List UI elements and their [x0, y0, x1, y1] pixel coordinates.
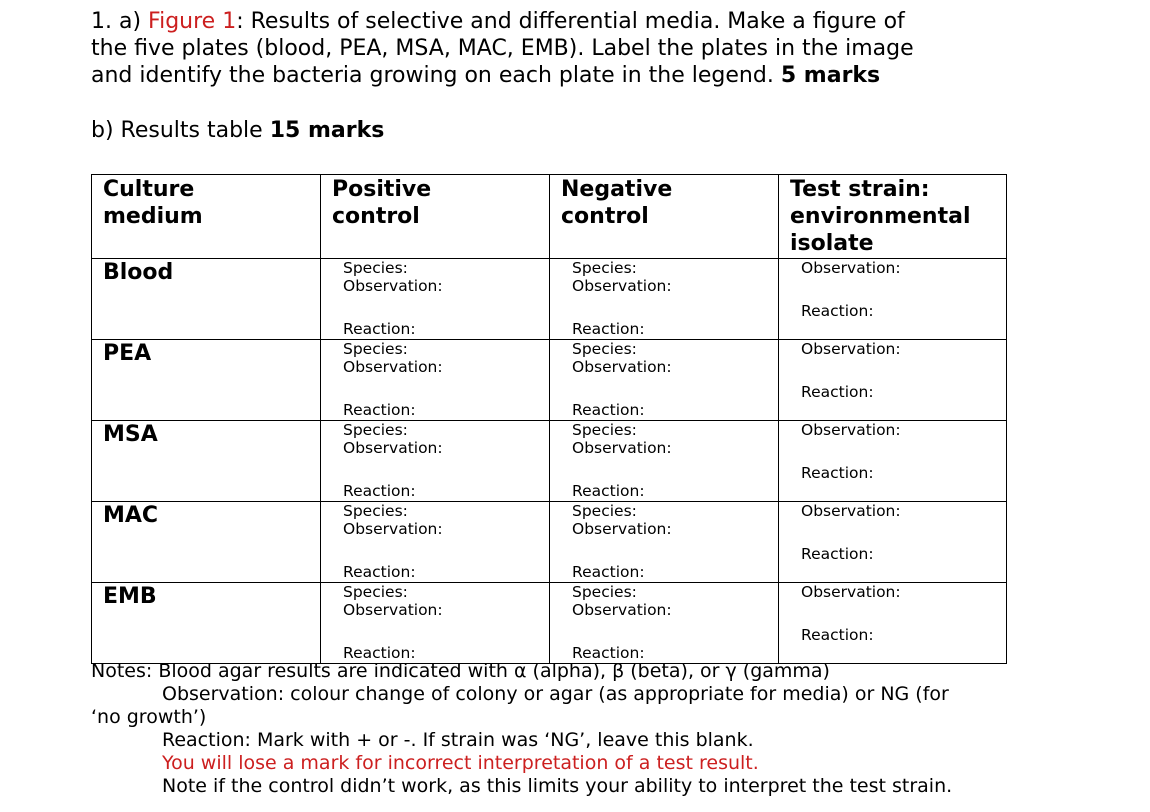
test-strain-cell[interactable]: [779, 421, 1007, 502]
table-row: [92, 259, 1007, 340]
positive-control-cell[interactable]: [321, 502, 550, 583]
species-label: Species:: [572, 583, 637, 601]
positive-control-cell[interactable]: [321, 421, 550, 502]
test-strain-cell[interactable]: [779, 259, 1007, 340]
observation-label: Observation:: [343, 277, 443, 295]
reaction-label: Reaction:: [343, 401, 416, 419]
table-row: [92, 583, 1007, 664]
reaction-label: Reaction:: [572, 482, 645, 500]
test-strain-cell[interactable]: [779, 340, 1007, 421]
reaction-label: Reaction:: [801, 464, 874, 482]
species-label: Species:: [343, 340, 408, 358]
header-negative-control: [550, 175, 779, 259]
notes-line-1: Notes: Blood agar results are indicated with α (alpha), β (beta), or γ (gamma): [91, 660, 830, 682]
observation-label: Observation:: [801, 502, 901, 520]
culture-medium-cell: MAC: [92, 502, 321, 583]
negative-control-cell[interactable]: [550, 583, 779, 664]
species-label: Species:: [572, 259, 637, 277]
species-label: Species:: [572, 502, 637, 520]
table-body: [92, 259, 1007, 664]
negative-control-cell[interactable]: [550, 502, 779, 583]
observation-label: Observation:: [343, 439, 443, 457]
negative-control-cell[interactable]: [550, 340, 779, 421]
positive-control-cell[interactable]: [321, 340, 550, 421]
test-strain-cell[interactable]: [779, 583, 1007, 664]
header-test-strain: [779, 175, 1007, 259]
question-1a-line-1: [91, 8, 1091, 35]
test-strain-cell[interactable]: [779, 502, 1007, 583]
reaction-label: Reaction:: [572, 563, 645, 581]
results-table: [91, 174, 1007, 664]
table-row: [92, 421, 1007, 502]
observation-label: Observation:: [801, 583, 901, 601]
reaction-label: Reaction:: [343, 320, 416, 338]
question-1a-line-2: the five plates (blood, PEA, MSA, MAC, EMB). Label the plates in the image: [91, 36, 914, 61]
question-1b-marks: 15 marks: [269, 118, 385, 143]
question-1b-text: b) Results table: [91, 118, 270, 143]
question-number: 1. a): [91, 9, 149, 34]
species-label: Species:: [343, 421, 408, 439]
culture-medium-cell: PEA: [92, 340, 321, 421]
observation-label: Observation:: [343, 358, 443, 376]
observation-label: Observation:: [572, 601, 672, 619]
table-header-row: [92, 175, 1007, 259]
reaction-label: Reaction:: [572, 644, 645, 662]
observation-label: Observation:: [572, 439, 672, 457]
reaction-label: Reaction:: [572, 401, 645, 419]
question-1b: [91, 117, 1091, 144]
notes-line-4: Reaction: Mark with + or -. If strain was ‘NG’, leave this blank.: [162, 729, 754, 751]
notes-warning: You will lose a mark for incorrect interpretation of a test result.: [162, 752, 759, 774]
species-label: Species:: [343, 583, 408, 601]
reaction-label: Reaction:: [801, 302, 874, 320]
observation-label: Observation:: [572, 520, 672, 538]
reaction-label: Reaction:: [801, 545, 874, 563]
observation-label: Observation:: [343, 520, 443, 538]
culture-medium-cell: MSA: [92, 421, 321, 502]
question-1a-marks: 5 marks: [780, 63, 881, 88]
negative-control-cell[interactable]: [550, 259, 779, 340]
header-text: Positive control: [332, 177, 432, 229]
culture-medium-cell: EMB: [92, 583, 321, 664]
header-text: Test strain: environmental isolate: [790, 177, 971, 256]
observation-label: Observation:: [343, 601, 443, 619]
reaction-label: Reaction:: [343, 644, 416, 662]
observation-label: Observation:: [572, 358, 672, 376]
table-row: [92, 340, 1007, 421]
notes-line-2: Observation: colour change of colony or agar (as appropriate for media) or NG (for: [162, 683, 949, 705]
notes-section: [91, 660, 991, 798]
notes-line-6: Note if the control didn’t work, as this limits your ability to interpret the test strain.: [162, 775, 953, 797]
reaction-label: Reaction:: [343, 563, 416, 581]
reaction-label: Reaction:: [801, 626, 874, 644]
species-label: Species:: [572, 340, 637, 358]
figure-label: Figure 1: [148, 9, 237, 34]
observation-label: Observation:: [801, 340, 901, 358]
observation-label: Observation:: [572, 277, 672, 295]
reaction-label: Reaction:: [343, 482, 416, 500]
species-label: Species:: [343, 259, 408, 277]
species-label: Species:: [343, 502, 408, 520]
observation-label: Observation:: [801, 259, 901, 277]
positive-control-cell[interactable]: [321, 259, 550, 340]
question-1a-text-3: and identify the bacteria growing on each plate in the legend.: [91, 63, 781, 88]
notes-line-3: ‘no growth’): [91, 706, 207, 728]
reaction-label: Reaction:: [801, 383, 874, 401]
header-culture-medium: [92, 175, 321, 259]
question-1a-line-3: [91, 62, 1091, 89]
observation-label: Observation:: [801, 421, 901, 439]
table-row: [92, 502, 1007, 583]
culture-medium-cell: Blood: [92, 259, 321, 340]
species-label: Species:: [572, 421, 637, 439]
question-1a-text-1: : Results of selective and differential media. Make a figure of: [236, 9, 905, 34]
header-text: Negative control: [561, 177, 673, 229]
negative-control-cell[interactable]: [550, 421, 779, 502]
reaction-label: Reaction:: [572, 320, 645, 338]
header-positive-control: [321, 175, 550, 259]
document-page: [91, 8, 1091, 797]
positive-control-cell[interactable]: [321, 583, 550, 664]
header-text: Culture medium: [103, 177, 203, 229]
